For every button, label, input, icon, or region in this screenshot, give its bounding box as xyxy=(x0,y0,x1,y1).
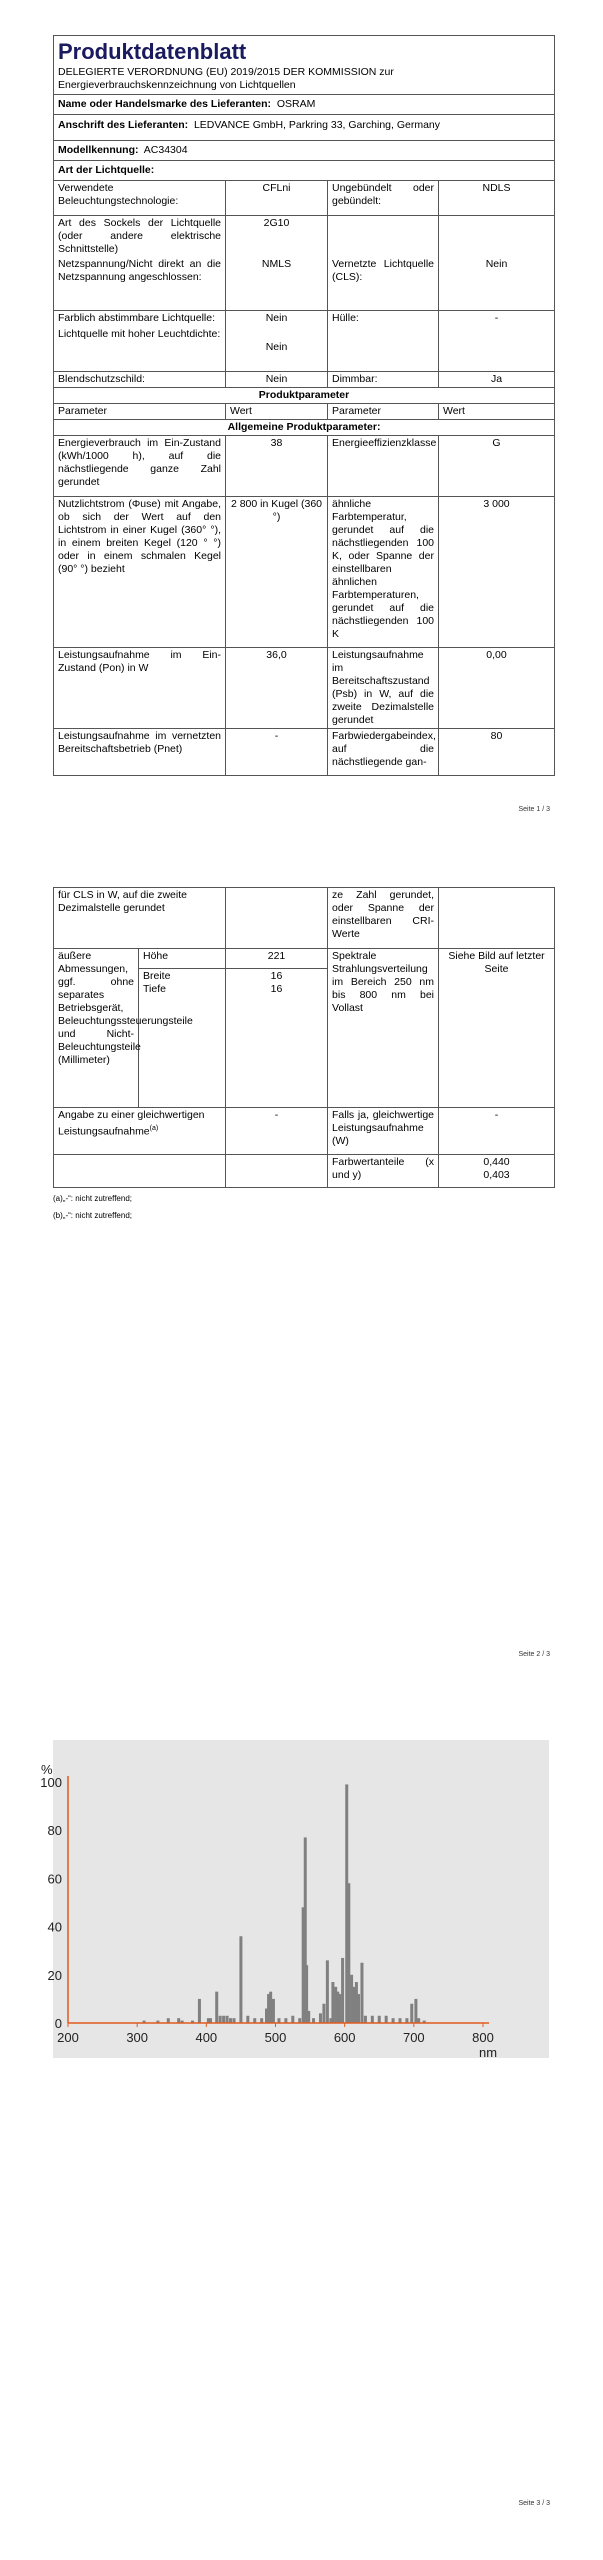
spectrum-bar xyxy=(341,1958,344,2023)
spectrum-bar xyxy=(371,2016,374,2023)
bundled-value: NDLS xyxy=(439,181,555,216)
width-label: Breite xyxy=(143,970,171,983)
depth-label: Tiefe xyxy=(143,983,166,996)
spectrum-bar xyxy=(291,2016,294,2023)
y-tick-label: 40 xyxy=(47,1919,62,1935)
spectral-value: Siehe Bild auf letzter Seite xyxy=(439,949,555,1108)
equiv-power-label: Falls ja, gleichwertige Leistungsaufnahme (W) xyxy=(328,1108,439,1155)
cri-label-part2: ze Zahl gerundet, oder Spanne der einstellbaren CRI-Werte xyxy=(328,888,439,949)
spectrum-bar xyxy=(215,1992,218,2023)
spectrum-bar xyxy=(360,1963,363,2023)
x-tick-label: 300 xyxy=(126,2030,149,2045)
value-col-header: Wert xyxy=(226,404,328,420)
spectral-label: Spektrale Strahlungsverteilung im Bereich 250 nm bis 800 nm bei Vollast xyxy=(328,949,439,1108)
pon-value: 36,0 xyxy=(226,648,328,729)
param-col-header-2: Parameter xyxy=(328,404,439,420)
energy-row xyxy=(54,436,555,497)
chroma-x: 0,440 xyxy=(483,1156,510,1168)
psb-value: 0,00 xyxy=(439,648,555,729)
equiv-row xyxy=(54,1108,555,1155)
equiv-footnote-ref: (a) xyxy=(149,1125,159,1132)
spectrum-bar xyxy=(347,1883,350,2023)
address-value: LEDVANCE GmbH, Parkring 33, Garching, Germany xyxy=(193,119,441,131)
spectrum-bar xyxy=(272,1999,275,2023)
x-tick-label: 500 xyxy=(264,2030,287,2045)
connected-value: Nein xyxy=(485,258,508,270)
tech-value: CFLni xyxy=(226,181,328,216)
model-value: AC34304 xyxy=(143,144,188,156)
energy-class-label: Energieeffizienzklasse xyxy=(328,436,439,497)
title-row xyxy=(54,36,555,95)
datasheet-table-page1 xyxy=(53,35,555,776)
power-row xyxy=(54,648,555,729)
y-tick-label: 80 xyxy=(47,1823,62,1839)
flux-value: 2 800 in Kugel (360 °) xyxy=(226,497,328,648)
x-tick-label: 600 xyxy=(333,2030,356,2045)
flux-row xyxy=(54,497,555,648)
spectrum-bar xyxy=(226,2016,229,2023)
general-header-row xyxy=(54,420,555,436)
width-value: 16 xyxy=(270,970,283,983)
flux-label: Nutzlichtstrom (Φuse) mit Angabe, ob sich der Wert auf den Lichtstrom in einer Kugel (360° °), in einem breiten Kegel (120 ° °) oder in einem schmalen Kegel (90° °) bezieht xyxy=(54,497,226,648)
energy-label: Energieverbrauch im Ein-Zustand (kWh/1000 h), auf die nächstliegende ganze Zahl gerundet xyxy=(54,436,226,497)
dimensions-row xyxy=(54,949,555,969)
equiv-label: Angabe zu einer gleichwertigen Leistungsaufnahme xyxy=(58,1109,205,1138)
y-tick-label: 60 xyxy=(47,1871,62,1887)
product-params-header: Produktparameter xyxy=(54,388,555,404)
spectrum-bar xyxy=(322,2004,325,2023)
spectrum-bar xyxy=(364,2016,367,2023)
spectrum-bar xyxy=(352,1987,355,2023)
pnet-value: - xyxy=(226,729,328,776)
spectrum-bar xyxy=(246,2016,249,2023)
socket-value: 2G10 xyxy=(263,217,290,229)
pnet-label-part1: Leistungsaufnahme im vernetzten Bereitschaftsbetrieb (Pnet) xyxy=(54,729,226,776)
envelope-label: Hülle: xyxy=(328,311,439,372)
spectrum-chart-panel xyxy=(40,1740,549,2060)
tunable-row xyxy=(54,311,555,372)
spectrum-bar xyxy=(410,2004,413,2023)
pnet-row-a xyxy=(54,729,555,776)
mains-label: Netzspannung/Nicht direkt an die Netzspannung angeschlossen: xyxy=(58,258,221,283)
equiv-power-value: - xyxy=(439,1108,555,1155)
column-header-row xyxy=(54,404,555,420)
y-tick-label: 20 xyxy=(47,1967,62,1983)
y-axis-label: % xyxy=(41,1762,53,1777)
supplier-label: Name oder Handelsmarke des Lieferanten: xyxy=(58,98,271,110)
tech-row xyxy=(54,181,555,216)
chroma-y: 0,403 xyxy=(483,1169,510,1181)
pnet-label-part2: für CLS in W, auf die zweite Dezimalstelle gerundet xyxy=(54,888,226,949)
regulation-subtitle: DELEGIERTE VERORDNUNG (EU) 2019/2015 DER KOMMISSION zur Energieverbrauchskennzeichnung von Lichtquellen xyxy=(58,66,394,91)
address-row xyxy=(54,115,555,141)
supplier-value: OSRAM xyxy=(276,98,316,110)
page-title: Produktdatenblatt xyxy=(58,39,247,64)
cct-label: ähnliche Farbtemperatur, gerundet auf die nächstliegenden 100 K, oder Spanne der einstellbaren ähnlichen Farbtemperaturen, gerundet auf die nächstliegenden 100 K xyxy=(328,497,439,648)
spectrum-bar xyxy=(219,2016,222,2023)
general-params-header: Allgemeine Produktparameter: xyxy=(54,420,555,436)
y-tick-label: 100 xyxy=(40,1775,62,1790)
psb-label: Leistungsaufnahme im Bereitschaftszustand (Psb) in W, auf die zweite Dezimalstelle gerundet xyxy=(328,648,439,729)
model-row xyxy=(54,141,555,161)
socket-row xyxy=(54,216,555,311)
mains-value: NMLS xyxy=(261,258,292,270)
spectrum-chart xyxy=(40,1740,549,2060)
x-tick-label: 700 xyxy=(402,2030,425,2045)
product-params-header-row xyxy=(54,388,555,404)
model-label: Modellkennung: xyxy=(58,144,139,156)
bundled-label: Ungebündelt oder gebündelt: xyxy=(328,181,439,216)
param-col-header: Parameter xyxy=(54,404,226,420)
cct-value: 3 000 xyxy=(439,497,555,648)
envelope-value: - xyxy=(439,311,555,372)
page-number-1: Seite 1 / 3 xyxy=(518,806,550,813)
type-row xyxy=(54,161,555,181)
pnet-row-b xyxy=(54,888,555,949)
tech-label: Verwendete Beleuchtungstechnologie: xyxy=(54,181,226,216)
spectrum-bar xyxy=(338,1994,341,2023)
spectrum-bar xyxy=(222,2016,225,2023)
page-number-2: Seite 2 / 3 xyxy=(518,1651,550,1658)
high-luminance-label: Lichtquelle mit hoher Leuchtdichte: xyxy=(58,328,221,340)
datasheet-table-page2 xyxy=(53,887,555,1188)
tunable-label: Farblich abstimmbare Lichtquelle: xyxy=(58,312,215,324)
equiv-value: - xyxy=(226,1108,328,1155)
spectrum-bar xyxy=(357,1994,360,2023)
spectrum-bar xyxy=(269,1992,272,2023)
dimmable-value: Ja xyxy=(439,372,555,388)
tunable-value: Nein xyxy=(265,312,288,324)
energy-value: 38 xyxy=(226,436,328,497)
type-label: Art der Lichtquelle: xyxy=(54,161,555,181)
spectrum-bar xyxy=(414,1999,417,2023)
chroma-label: Farbwertanteile (x und y) xyxy=(328,1155,439,1188)
spectrum-bar xyxy=(385,2016,388,2023)
height-value: 221 xyxy=(226,949,328,969)
high-luminance-value: Nein xyxy=(265,341,288,353)
glare-value: Nein xyxy=(226,372,328,388)
glare-label: Blendschutzschild: xyxy=(54,372,226,388)
dimensions-label: äußere Abmessungen, ggf. ohne separates Betriebsgerät, Beleuchtungssteuerungsteile und Nicht-Beleuchtungsteile (Millimeter) xyxy=(54,949,139,1108)
x-tick-label: 800 xyxy=(472,2030,494,2045)
x-tick-label: 400 xyxy=(195,2030,218,2045)
energy-class-value: G xyxy=(439,436,555,497)
depth-value: 16 xyxy=(270,983,283,996)
value-col-header-2: Wert xyxy=(439,404,555,420)
chroma-row xyxy=(54,1155,555,1188)
height-label: Höhe xyxy=(139,949,226,969)
glare-row xyxy=(54,372,555,388)
cri-value: 80 xyxy=(439,729,555,776)
spectrum-bar xyxy=(239,1936,242,2023)
dimmable-label: Dimmbar: xyxy=(328,372,439,388)
y-tick-label: 0 xyxy=(54,2016,62,2031)
spectrum-bar xyxy=(326,1960,329,2023)
spectrum-bar xyxy=(198,1999,201,2023)
address-label: Anschrift des Lieferanten: xyxy=(58,119,189,131)
socket-label: Art des Sockels der Lichtquelle (oder andere elektrische Schnittstelle) xyxy=(58,217,221,255)
spectrum-bar xyxy=(331,1982,334,2023)
pon-label: Leistungsaufnahme im Ein-Zustand (Pon) in W xyxy=(54,648,226,729)
supplier-row xyxy=(54,95,555,115)
x-axis-label: nm xyxy=(478,2045,498,2060)
spectrum-bar xyxy=(319,2013,322,2023)
spectrum-bar xyxy=(307,2011,310,2023)
footnote-b: (b)„-“: nicht zutreffend; xyxy=(53,1211,132,1220)
spectrum-bar xyxy=(378,2016,381,2023)
page-number-3: Seite 3 / 3 xyxy=(518,2500,550,2507)
x-tick-label: 200 xyxy=(57,2030,79,2045)
footnote-a: (a)„-“: nicht zutreffend; xyxy=(53,1194,132,1203)
connected-label: Vernetzte Lichtquelle (CLS): xyxy=(332,258,434,283)
cri-label-part1: Farbwiedergabeindex, auf die nächstliegende gan- xyxy=(328,729,439,776)
